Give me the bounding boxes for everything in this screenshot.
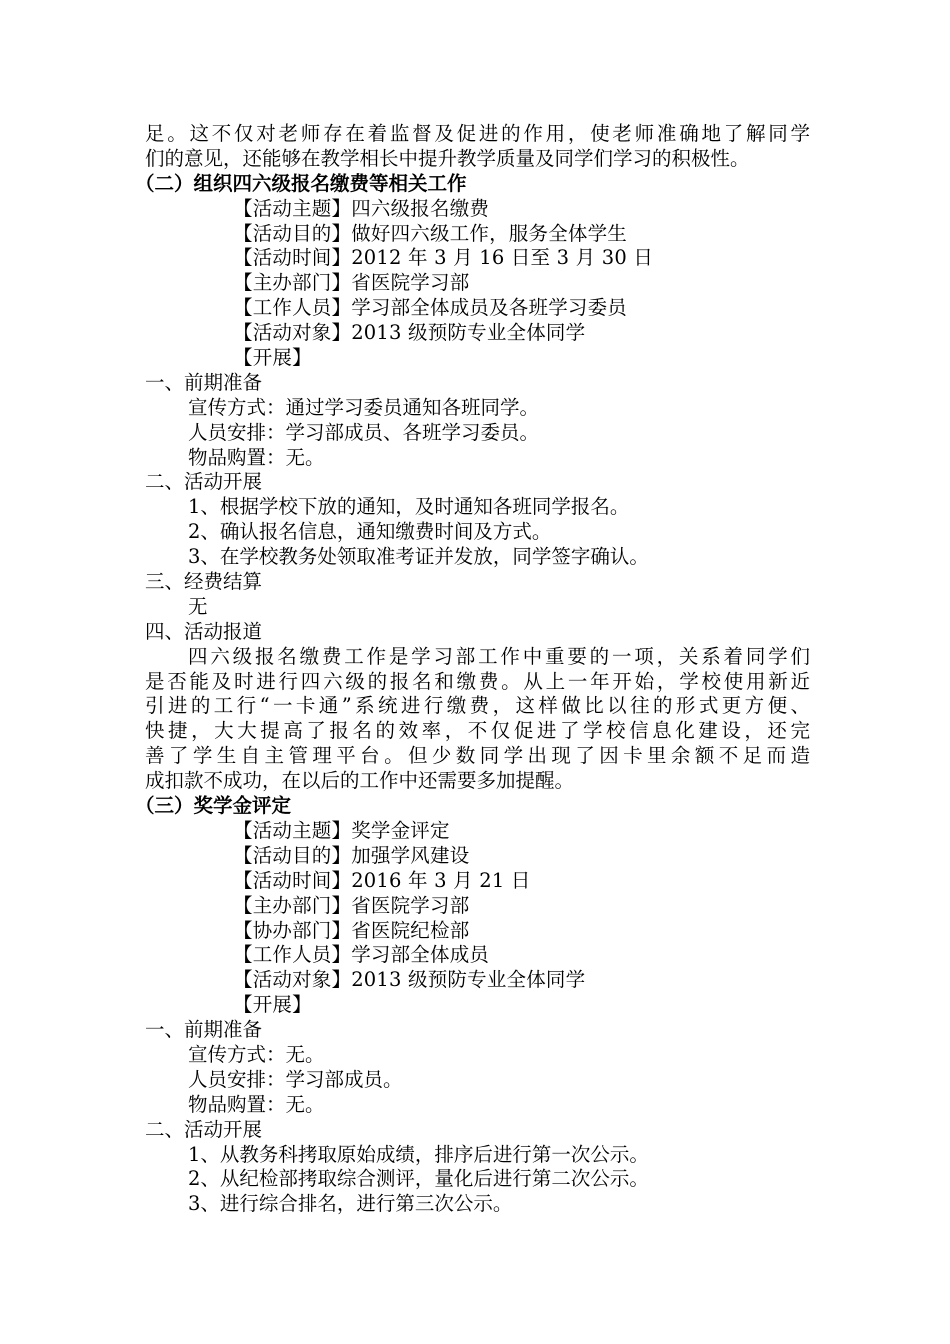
- activity-field: 【开展】: [233, 993, 312, 1017]
- list-item: 3、进行综合排名，进行第三次公示。: [188, 1192, 513, 1216]
- activity-field: 【开展】: [233, 346, 312, 370]
- list-item: 2、从纪检部拷取综合测评，量化后进行第二次公示。: [188, 1167, 649, 1191]
- subsection-heading: 二、活动开展: [145, 470, 263, 494]
- list-item: 1、根据学校下放的通知，及时通知各班同学报名。: [188, 495, 630, 519]
- paragraph-line: 引进的工行“一卡通”系统进行缴费，这样做比以往的形式更方便、: [145, 694, 810, 718]
- paragraph-line: 们的意见，还能够在教学相长中提升教学质量及同学们学习的积极性。: [145, 146, 750, 170]
- activity-field: 【活动主题】四六级报名缴费: [233, 196, 490, 220]
- list-item: 3、在学校教务处领取准考证并发放，同学签字确认。: [188, 545, 649, 569]
- list-item: 物品购置：无。: [188, 445, 325, 469]
- activity-field: 【活动主题】奖学金评定: [233, 818, 450, 842]
- subsection-heading: 四、活动报道: [145, 619, 263, 643]
- subsection-heading: 一、前期准备: [145, 370, 263, 394]
- activity-field: 【活动目的】做好四六级工作，服务全体学生: [233, 221, 628, 245]
- paragraph-line: 快捷，大大提高了报名的效率，不仅促进了学校信息化建设，还完: [145, 719, 810, 743]
- activity-info-list: [145, 819, 810, 1018]
- list-item: 1、从教务科拷取原始成绩，排序后进行第一次公示。: [188, 1142, 649, 1166]
- activity-info-list: [145, 197, 810, 371]
- list-item: 人员安排：学习部成员。: [188, 1067, 403, 1091]
- subsection-heading: 三、经费结算: [145, 570, 263, 594]
- activity-field: 【活动时间】2016 年 3 月 21 日: [233, 868, 531, 892]
- activity-field: 【活动目的】加强学风建设: [233, 843, 470, 867]
- list-item: 人员安排：学习部成员、各班学习委员。: [188, 420, 540, 444]
- subsection-heading: 二、活动开展: [145, 1117, 263, 1141]
- section-heading: （二）组织四六级报名缴费等相关工作: [135, 171, 467, 195]
- activity-field: 【主办部门】省医院学习部: [233, 893, 470, 917]
- paragraph-line: 善了学生自主管理平台。但少数同学出现了因卡里余额不足而造: [145, 744, 810, 768]
- budget-value: 无: [188, 594, 208, 618]
- report-paragraph: [145, 645, 810, 794]
- list-item: 2、确认报名信息，通知缴费时间及方式。: [188, 520, 552, 544]
- list-item: 宣传方式：通过学习委员通知各班同学。: [188, 395, 540, 419]
- activity-field: 【活动对象】2013 级预防专业全体同学: [233, 321, 586, 345]
- intro-paragraph: [145, 122, 810, 172]
- activity-field: 【协办部门】省医院纪检部: [233, 918, 470, 942]
- paragraph-line: 成扣款不成功，在以后的工作中还需要多加提醒。: [145, 769, 575, 793]
- activity-field: 【主办部门】省医院学习部: [233, 271, 470, 295]
- section-heading: （三）奖学金评定: [135, 794, 292, 818]
- list-item: 物品购置：无。: [188, 1092, 325, 1116]
- activity-field: 【活动时间】2012 年 3 月 16 日至 3 月 30 日: [233, 246, 654, 270]
- document-page: [135, 122, 810, 1217]
- subsection-heading: 一、前期准备: [145, 1018, 263, 1042]
- list-item: 宣传方式：无。: [188, 1042, 325, 1066]
- activity-field: 【工作人员】学习部全体成员: [233, 943, 490, 967]
- paragraph-line: 四六级报名缴费工作是学习部工作中重要的一项，关系着同学们: [188, 644, 810, 668]
- activity-field: 【活动对象】2013 级预防专业全体同学: [233, 968, 586, 992]
- paragraph-line: 是否能及时进行四六级的报名和缴费。从上一年开始，学校使用新近: [145, 669, 810, 693]
- activity-field: 【工作人员】学习部全体成员及各班学习委员: [233, 296, 628, 320]
- paragraph-line: 足。这不仅对老师存在着监督及促进的作用，使老师准确地了解同学: [145, 122, 810, 145]
